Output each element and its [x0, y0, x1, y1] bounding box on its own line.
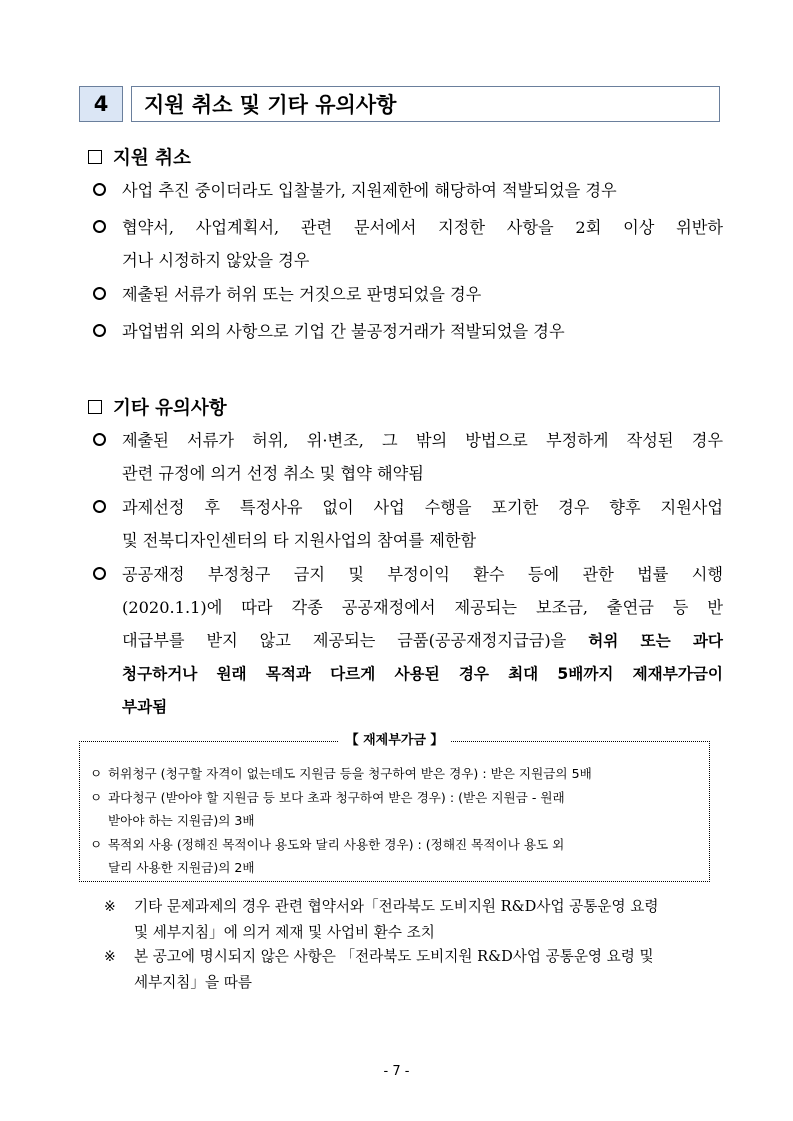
list-item — [93, 174, 723, 207]
bullet-icon: ㅇ — [90, 789, 103, 805]
subheading-notes — [88, 394, 227, 420]
penalty-item — [90, 786, 700, 833]
list-item — [93, 558, 723, 724]
circle-bullet-icon — [93, 220, 106, 233]
section-header — [79, 86, 720, 122]
bullet-icon: ㅇ — [90, 766, 103, 781]
list-item — [93, 491, 723, 557]
section-number: 4 — [79, 86, 123, 122]
penalty-item — [90, 833, 700, 880]
subheading-cancel — [88, 144, 191, 170]
list-item — [93, 424, 723, 490]
penalty-text: 받아야 하는 지원금)의 3배 — [108, 813, 255, 828]
subheading-notes-label: 기타 유의사항 — [113, 398, 227, 419]
page-number: - 7 - — [383, 1064, 410, 1079]
checkbox-icon — [88, 400, 102, 414]
penalty-item — [90, 762, 700, 786]
circle-bullet-icon — [93, 183, 106, 196]
reference-mark-icon: ※ — [104, 949, 116, 965]
list-item — [93, 315, 723, 348]
item-text: 과업범위 외의 사항으로 기업 간 불공정거래가 적발되었을 경우 — [122, 322, 565, 341]
item-text: 관련 규정에 의거 선정 취소 및 협약 해약됨 — [122, 464, 424, 483]
circle-bullet-icon — [93, 500, 106, 513]
penalty-box-title: 【 재제부가금 】 — [338, 732, 452, 750]
item-text — [122, 624, 723, 658]
item-text-part: 대급부를 받지 않고 제공되는 금품(공공재정지급금)을 — [122, 631, 589, 650]
footnote-text: 기타 문제과제의 경우 관련 협약서와「전라북도 도비지원 R&D사업 공통운영 요령 — [134, 898, 659, 915]
penalty-text: 허위청구 (청구할 자격이 없는데도 지원금 등을 청구하여 받은 경우) : 받은 지원금의 5배 — [108, 766, 592, 781]
item-text: 협약서, 사업계획서, 관련 문서에서 지정한 사항을 2회 이상 위반하 — [122, 218, 723, 237]
item-text-emphasis: 허위 또는 과다 — [588, 632, 723, 650]
section-title: 지원 취소 및 기타 유의사항 — [131, 86, 720, 122]
penalty-text: 목적외 사용 (정해진 목적이나 용도와 달리 사용한 경우) : (정해진 목적이나 용도 외 — [108, 836, 565, 852]
penalty-info-box — [79, 733, 710, 882]
item-text: 거나 시정하지 않았을 경우 — [122, 251, 310, 270]
circle-bullet-icon — [93, 287, 106, 300]
footnote — [104, 894, 720, 946]
circle-bullet-icon — [93, 324, 106, 337]
penalty-text: 달리 사용한 지원금)의 2배 — [108, 860, 255, 875]
list-item — [93, 211, 723, 277]
checkbox-icon — [88, 150, 102, 164]
footnote-text: 본 공고에 명시되지 않은 사항은 「전라북도 도비지원 R&D사업 공통운영 요령 및 — [134, 948, 654, 965]
item-text: 및 전북디자인센터의 타 지원사업의 참여를 제한함 — [122, 531, 477, 550]
item-text: 사업 추진 중이더라도 입찰불가, 지원제한에 해당하여 적발되었을 경우 — [122, 181, 617, 200]
item-text: 공공재정 부정청구 금지 및 부정이익 환수 등에 관한 법률 시행 — [122, 565, 723, 584]
item-text: 제출된 서류가 허위 또는 거짓으로 판명되었을 경우 — [122, 285, 482, 304]
subheading-cancel-label: 지원 취소 — [113, 148, 191, 169]
bullet-icon: ㅇ — [90, 836, 103, 852]
list-item — [93, 278, 723, 311]
penalty-text: 과다청구 (받아야 할 지원금 등 보다 초과 청구하여 받은 경우) : (받은 지원금 - 원래 — [108, 789, 565, 805]
footnote — [104, 944, 720, 996]
item-text-emphasis: 청구하거나 원래 목적과 다르게 사용된 경우 최대 5배까지 제재부가금이 — [122, 665, 723, 683]
reference-mark-icon: ※ — [104, 899, 116, 915]
footnote-text: 세부지침」을 따름 — [134, 974, 252, 991]
item-text-emphasis: 부과됨 — [122, 698, 168, 716]
circle-bullet-icon — [93, 433, 106, 446]
footnote-text: 및 세부지침」에 의거 제재 및 사업비 환수 조치 — [134, 924, 435, 941]
circle-bullet-icon — [93, 567, 106, 580]
item-text: (2020.1.1)에 따라 각종 공공재정에서 제공되는 보조금, 출연금 등 반 — [122, 598, 723, 617]
item-text: 제출된 서류가 허위, 위·변조, 그 밖의 방법으로 부정하게 작성된 경우 — [122, 431, 723, 450]
item-text: 과제선정 후 특정사유 없이 사업 수행을 포기한 경우 향후 지원사업 — [122, 498, 723, 517]
